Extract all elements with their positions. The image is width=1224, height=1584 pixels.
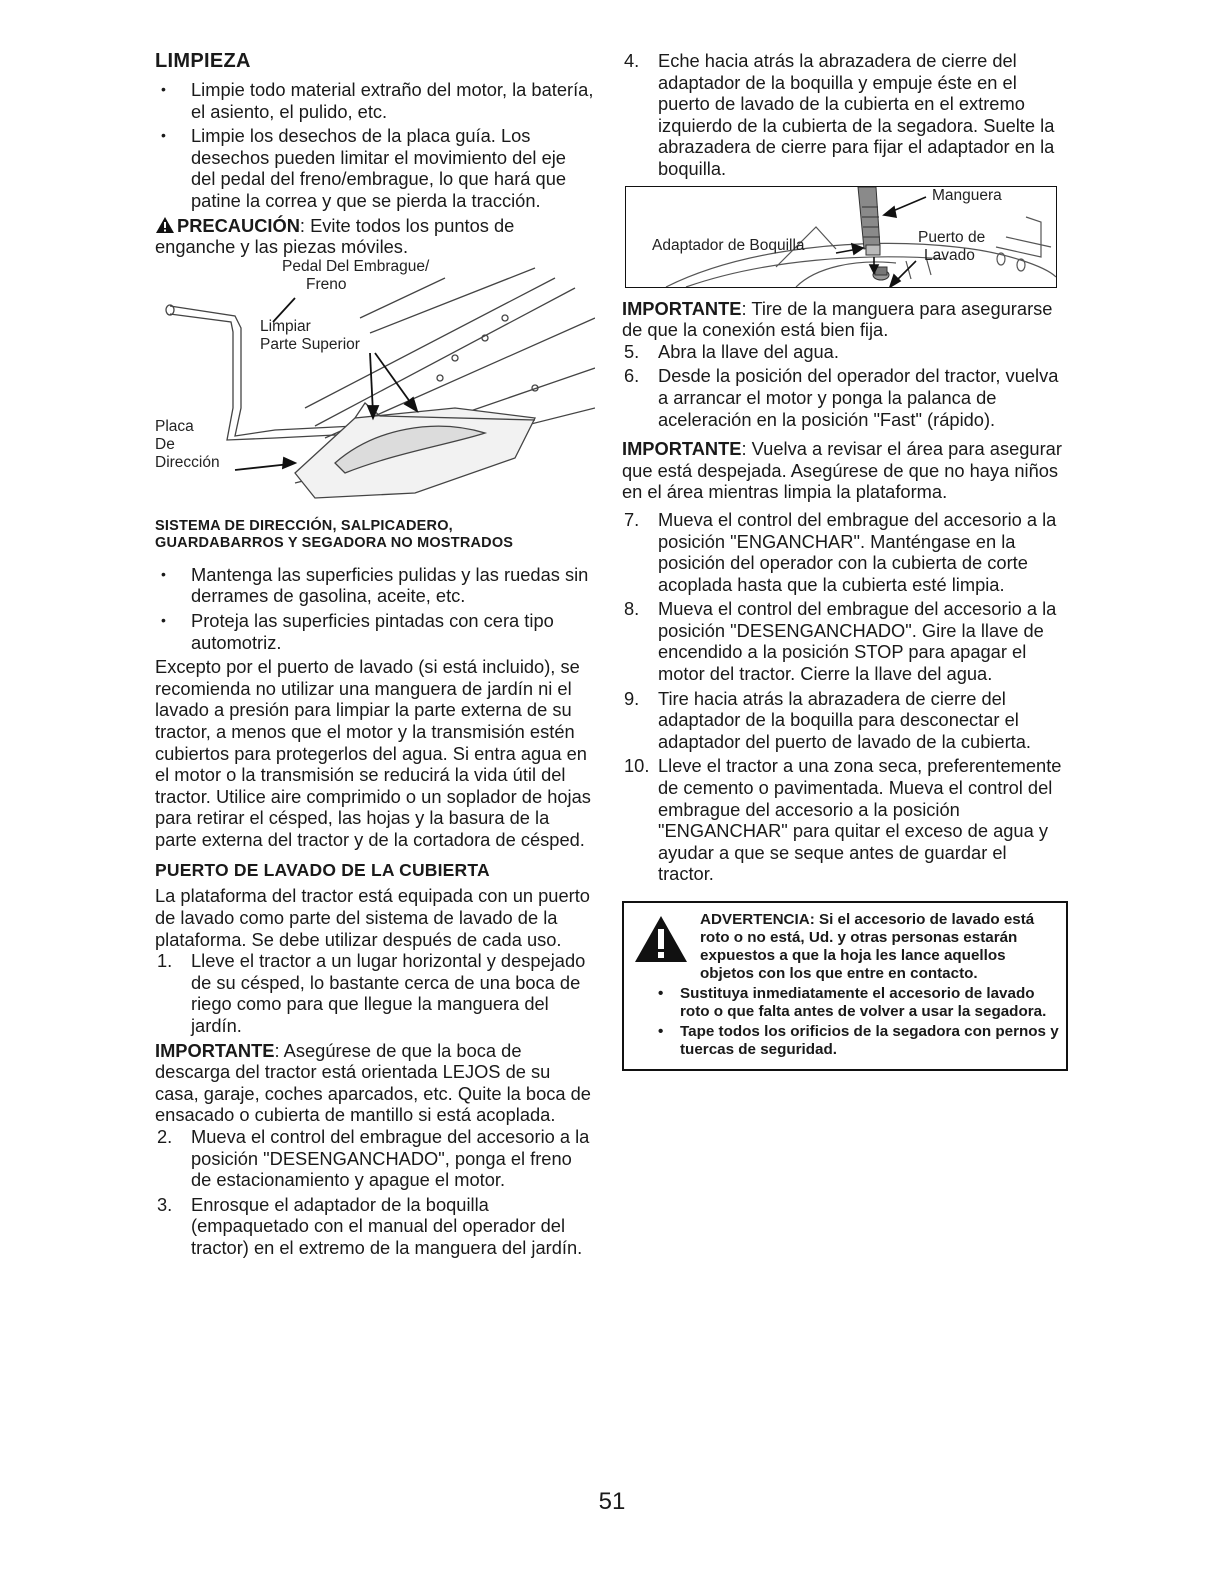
label-nozzle-adapter: Adaptador de Boquilla xyxy=(652,236,805,254)
right-column xyxy=(622,50,1062,1071)
page-number: 51 xyxy=(598,1488,626,1515)
steps-list-right-3 xyxy=(622,509,1062,885)
list-item: • Sustituya inmediatamente el accesorio de lavado roto o que falta antes de volver a usar la segadora. xyxy=(632,985,1060,1021)
label-steering-plate: Placa De Dirección xyxy=(155,417,220,471)
step-item: 4. Eche hacia atrás la abrazadera de cierre del adaptador de la boquilla y empuje éste en el puerto de lavado de la cubierta en el extremo izquierdo de la cubierta de la segadora. Suelte la abrazadera de cierre para fijar el adaptador en la boquilla. xyxy=(624,50,1055,179)
surface-bullets xyxy=(155,564,595,653)
caution-text: : Evite todos los puntos de enganche y las piezas móviles. xyxy=(155,214,515,258)
left-column xyxy=(155,50,595,1262)
step-item: 3. Enrosque el adaptador de la boquilla (empaquetado con el manual del operador del tractor) en el extremo de la manguera del jardín. xyxy=(157,1193,583,1258)
caution-label: PRECAUCIÓN xyxy=(177,214,300,236)
warning-triangle-icon xyxy=(634,915,688,963)
step-item: 10. Lleve el tractor a una zona seca, preferentemente de cemento o pavimentada. Mueva el control del embrague del accesorio a la posición "ENGANCHAR" para quitar el exceso de agua y ayudar a que se seque antes de guardar el tractor. xyxy=(624,755,1062,885)
wash-port-figure xyxy=(625,186,1057,288)
step-item: 1. Lleve el tractor a un lugar horizontal y despejado de su césped, lo bastante cerca de una boca de riego como para que llegue la manguera del jardín. xyxy=(157,950,586,1037)
list-item: • Limpie los desechos de la placa guía. Los desechos pueden limitar el movimiento del eje del pedal del freno/embrague, lo que hará que patine la correa y que se pierda la tracción. xyxy=(155,125,595,211)
steering-plate-illustration xyxy=(155,258,595,508)
steps-list-right xyxy=(622,50,1062,180)
warning-heading: ADVERTENCIA: Si el accesorio de lavado está roto o no está, Ud. y otras personas estarán expuestos a que la hoja les lance aquellos objetos con los que entre en contacto. xyxy=(700,911,1035,982)
list-item: • Mantenga las superficies pulidas y las ruedas sin derrames de gasolina, aceite, etc. xyxy=(155,564,595,607)
caution-paragraph xyxy=(155,215,595,258)
label-hose: Manguera xyxy=(932,186,1002,204)
list-item: • Tape todos los orificios de la segadora con pernos y tuercas de seguridad. xyxy=(632,1023,1060,1059)
important-note-2: IMPORTANTE: Tire de la manguera para asegurarse de que la conexión está bien fija. xyxy=(622,297,1053,341)
list-item: • Proteja las superficies pintadas con cera tipo automotriz. xyxy=(155,610,595,653)
paragraph-washing: Excepto por el puerto de lavado (si está incluido), se recomienda no utilizar una manguera de jardín ni el lavado a presión para limpiar la parte externa de su tractor, a menos que el motor y la transmisión estén cubiertos para protegerlos del agua. Si entra agua en el motor o la transmisión se reducirá la vida útil del tractor. Utilice aire comprimido o un soplador de hojas para retirar el césped, las hojas y la basura de la parte externa del tractor y de la cortadora de césped. xyxy=(155,656,591,850)
section-heading-limpieza: LIMPIEZA xyxy=(155,50,251,72)
warning-box xyxy=(622,901,1068,1071)
figure-caption: SISTEMA DE DIRECCIÓN, SALPICADERO, GUARDABARROS Y SEGADORA NO MOSTRADOS xyxy=(155,517,514,551)
important-note-1: IMPORTANTE: Asegúrese de que la boca de descarga del tractor está orientada LEJOS de su casa, garaje, coches aparcados, etc. Quite la boca de ensacado o cubierta de mantillo si está acoplada. xyxy=(155,1039,591,1126)
label-wash-port: Puerto de Lavado xyxy=(918,228,986,264)
label-pedal: Pedal Del Embrague/ Freno xyxy=(282,257,430,293)
section-heading-wash-port: PUERTO DE LAVADO DE LA CUBIERTA xyxy=(155,860,490,881)
label-clean-top: Limpiar Parte Superior xyxy=(260,317,360,353)
important-note-3: IMPORTANTE: Vuelva a revisar el área para asegurar que está despejada. Asegúrese de que no haya niños en el área mientras limpia la plataforma. xyxy=(622,438,1062,503)
paragraph-wash-port: La plataforma del tractor está equipada con un puerto de lavado como parte del sistema de lavado de la plataforma. Se debe utilizar después de cada uso. xyxy=(155,885,590,950)
steering-plate-figure xyxy=(155,258,595,508)
warning-triangle-icon xyxy=(155,216,175,234)
step-item: 2. Mueva el control del embrague del accesorio a la posición "DESENGANCHADO", ponga el freno de estacionamiento y apague el motor. xyxy=(157,1126,590,1191)
step-item: 5. Abra la llave del agua. xyxy=(624,340,839,362)
step-item: 7. Mueva el control del embrague del accesorio a la posición "ENGANCHAR". Manténgase en la posición del operador con la cubierta de corte acoplada hasta que la cubierta esté limpia. xyxy=(624,508,1057,595)
steps-list-right-2 xyxy=(622,341,1062,430)
steps-list-left xyxy=(155,950,595,1036)
warning-bullets xyxy=(632,985,1060,1059)
list-item: • Limpie todo material extraño del motor, la batería, el asiento, el pulido, etc. xyxy=(155,79,595,122)
step-item: 9. Tire hacia atrás la abrazadera de cierre del adaptador de la boquilla para desconectar el adaptador del puerto de lavado de la cubierta. xyxy=(624,687,1032,752)
cleaning-bullets xyxy=(155,79,595,212)
steps-list-left-2 xyxy=(155,1126,595,1259)
step-item: 8. Mueva el control del embrague del accesorio a la posición "DESENGANCHADO". Gire la llave de encendido a la posición STOP para apagar el motor del tractor. Cierre la llave del agua. xyxy=(624,598,1057,685)
step-item: 6. Desde la posición del operador del tractor, vuelva a arrancar el motor y ponga la palanca de aceleración en la posición "Fast" (rápido). xyxy=(624,365,1059,430)
